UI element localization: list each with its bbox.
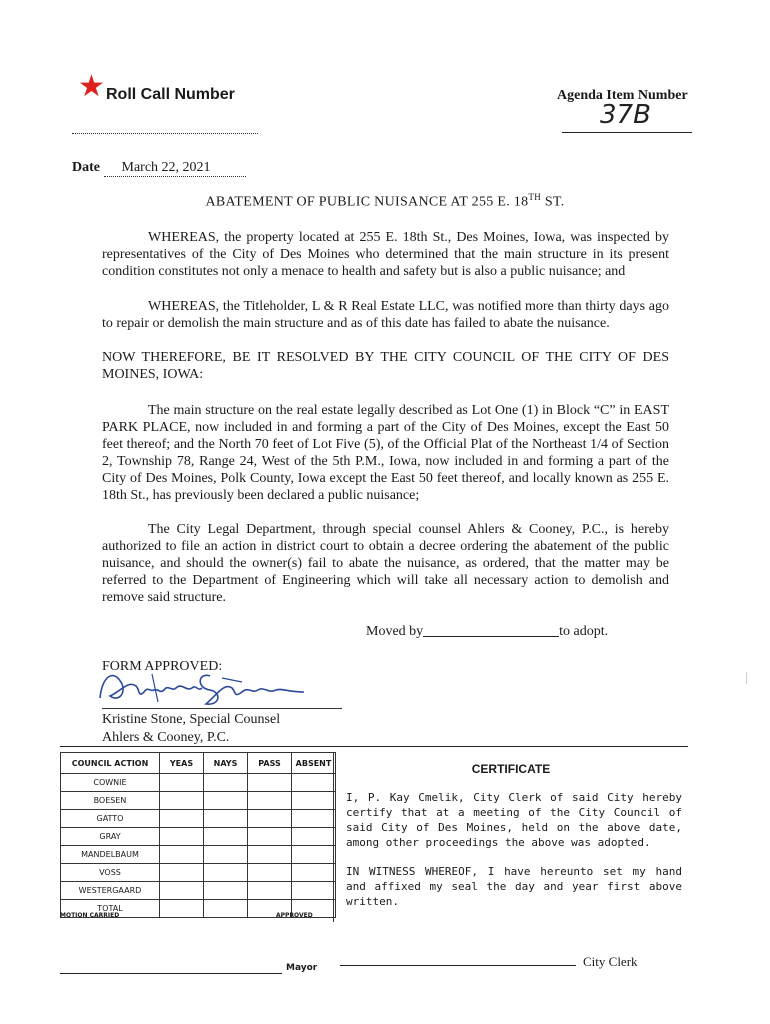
vote-cell[interactable]	[292, 774, 336, 792]
vote-cell[interactable]	[160, 828, 204, 846]
vote-cell[interactable]	[160, 864, 204, 882]
total-label: TOTAL	[61, 900, 160, 918]
certificate-witness: IN WITNESS WHEREOF, I have hereunto set my hand and affixed my seal the day and year first above written.	[346, 865, 682, 908]
council-action-table	[60, 752, 336, 918]
column-header-nays: NAYS	[204, 753, 248, 774]
legal-description-paragraph	[102, 402, 669, 504]
paragraph-text: WHEREAS, the Titleholder, L & R Real Estate LLC, was notified more than thirty days ago to repair or demolish the main structure and as of this date has failed to abate the nuisance.	[102, 299, 669, 331]
vote-cell[interactable]	[292, 864, 336, 882]
vote-cell[interactable]	[204, 882, 248, 900]
certificate-title: CERTIFICATE	[471, 762, 551, 776]
council-member-name: VOSS	[61, 864, 160, 882]
table-row	[61, 864, 336, 882]
table-header-row	[61, 753, 336, 774]
approved-label: APPROVED	[276, 912, 313, 919]
date-row	[72, 160, 246, 177]
certificate-statement: I, P. Kay Cmelik, City Clerk of said City hereby certify that at a meeting of the City Council of said City of Des Moines, held on the above date, among other proceedings the above was adopted.	[346, 791, 682, 849]
vote-cell[interactable]	[248, 810, 292, 828]
roll-call-number-line	[72, 133, 258, 134]
counsel-name: Kristine Stone, Special Counsel	[102, 712, 281, 727]
column-header-absent: ABSENT	[292, 753, 336, 774]
vote-cell[interactable]	[292, 846, 336, 864]
city-clerk-label: City Clerk	[583, 954, 638, 969]
table-row	[61, 810, 336, 828]
council-member-name: WESTERGAARD	[61, 882, 160, 900]
vote-cell[interactable]	[204, 864, 248, 882]
resolution-title	[0, 192, 770, 211]
date-label: Date	[72, 160, 100, 175]
council-member-name: MANDELBAUM	[61, 846, 160, 864]
vote-cell[interactable]	[248, 882, 292, 900]
vote-cell[interactable]	[160, 774, 204, 792]
title-superscript: TH	[528, 192, 542, 202]
roll-call-label: Roll Call Number	[106, 86, 235, 103]
vote-cell[interactable]	[160, 900, 204, 918]
vote-cell[interactable]	[248, 864, 292, 882]
to-adopt-label: to adopt.	[559, 624, 609, 639]
column-header-yeas: YEAS	[160, 753, 204, 774]
paragraph-text: WHEREAS, the property located at 255 E. 18th St., Des Moines, Iowa, was inspected by representatives of the City of Des Moines who determined that the main structure in its present condition constitutes not only a menace to health and safety but is also a public nuisance; and	[102, 230, 669, 279]
mayor-label: Mayor	[286, 963, 318, 973]
mayor-signature-line	[60, 973, 282, 974]
section-divider	[60, 746, 688, 747]
council-member-name: BOESEN	[61, 792, 160, 810]
vote-cell[interactable]	[160, 846, 204, 864]
table-row	[61, 846, 336, 864]
motion-carried-label: MOTION CARRIED	[60, 912, 120, 919]
vote-cell[interactable]	[292, 828, 336, 846]
title-main: ABATEMENT OF PUBLIC NUISANCE AT 255 E. 18	[205, 194, 529, 210]
counsel-firm: Ahlers & Cooney, P.C.	[102, 730, 230, 745]
clerk-signature-line	[340, 965, 576, 966]
council-member-name: GATTO	[61, 810, 160, 828]
moved-by-label: Moved by	[366, 624, 424, 639]
vote-cell[interactable]	[204, 792, 248, 810]
paragraph-text: NOW THEREFORE, BE IT RESOLVED BY THE CITY COUNCIL OF THE CITY OF DES MOINES, IOWA:	[102, 350, 669, 382]
vote-cell[interactable]	[204, 900, 248, 918]
vote-cell[interactable]	[160, 792, 204, 810]
vote-cell[interactable]	[160, 810, 204, 828]
vote-cell[interactable]	[292, 882, 336, 900]
moved-by-line	[366, 624, 608, 640]
agenda-number-line	[562, 132, 692, 133]
date-value: March 22, 2021	[104, 160, 246, 177]
form-approved-label: FORM APPROVED:	[102, 659, 223, 674]
agenda-item-number: 37B	[600, 100, 651, 130]
council-member-name: COWNIE	[61, 774, 160, 792]
signature-line	[102, 708, 342, 709]
agenda-item-label: Agenda Item Number	[557, 88, 688, 103]
table-row	[61, 792, 336, 810]
handwritten-signature	[92, 662, 312, 712]
legal-action-paragraph	[102, 521, 669, 606]
resolved-heading	[102, 349, 669, 383]
vote-cell[interactable]	[248, 828, 292, 846]
vote-cell[interactable]	[204, 846, 248, 864]
vote-cell[interactable]	[204, 810, 248, 828]
vote-cell[interactable]	[248, 792, 292, 810]
paragraph-text: The main structure on the real estate legally described as Lot One (1) in Block “C” in EAST PARK PLACE, now included in and forming a part of the City of Des Moines, except the East 50 feet thereof; and the North 70 feet of Lot Five (5), of the Official Plat of the Northeast 1/4 of Section 2, Township 78, Range 24, West of the 5th P.M., Iowa, now included in and forming a part of the City of Des Moines, Polk County, Iowa except the East 50 feet thereof, and locally known as 255 E. 18th St., has previously been declared a public nuisance;	[102, 403, 669, 503]
vote-cell[interactable]	[248, 846, 292, 864]
vote-cell[interactable]	[292, 792, 336, 810]
council-member-name: GRAY	[61, 828, 160, 846]
table-row	[61, 882, 336, 900]
star-icon: ★	[78, 69, 105, 104]
vote-cell[interactable]	[204, 774, 248, 792]
vote-cell[interactable]	[292, 810, 336, 828]
table-row	[61, 828, 336, 846]
whereas-inspection-paragraph	[102, 229, 669, 280]
counsel-block	[102, 711, 280, 747]
paragraph-text: The City Legal Department, through special counsel Ahlers & Cooney, P.C., is hereby authorized to file an action in district court to obtain a decree ordering the abatement of the public nuisance, and should the owner(s) fail to abate the nuisance, as ordered, that the matter may be referred to the Department of Engineering which will take all necessary action to demolish and remove said structure.	[102, 522, 669, 605]
vote-cell[interactable]	[248, 774, 292, 792]
certificate-divider	[333, 752, 334, 922]
vote-cell[interactable]	[160, 882, 204, 900]
table-row	[61, 774, 336, 792]
column-header-council-action: COUNCIL ACTION	[61, 753, 160, 774]
column-header-pass: PASS	[248, 753, 292, 774]
whereas-titleholder-paragraph	[102, 298, 669, 332]
title-tail: ST.	[541, 194, 565, 210]
vote-cell[interactable]	[204, 828, 248, 846]
margin-mark	[746, 672, 747, 684]
moved-by-blank[interactable]	[423, 636, 559, 637]
